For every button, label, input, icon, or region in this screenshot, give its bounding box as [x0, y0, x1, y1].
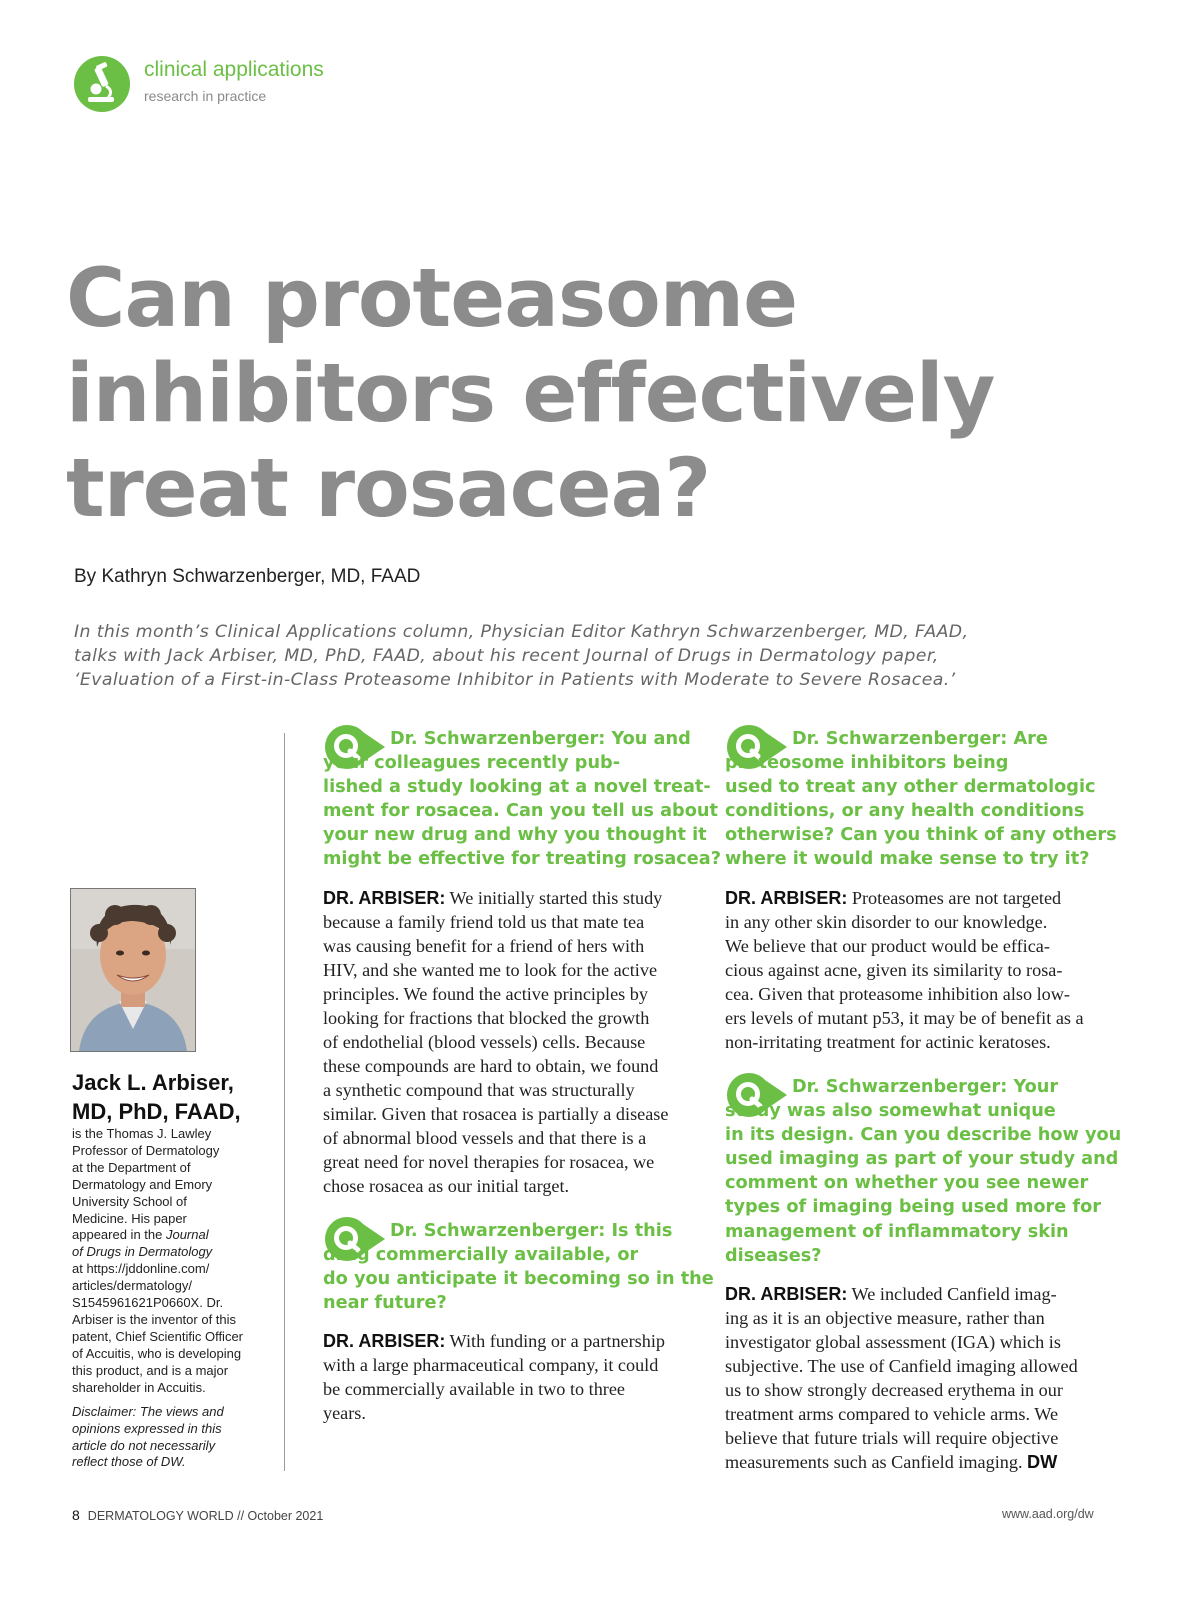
answer-line: with a large pharmaceutical company, it could: [323, 1355, 659, 1375]
answer-line: these compounds are hard to obtain, we found: [323, 1056, 659, 1076]
answer-line: us to show strongly decreased erythema in our: [725, 1380, 1063, 1400]
question-line-start: Is this: [605, 1221, 673, 1241]
page-number: 8: [72, 1507, 80, 1523]
question-speaker: Dr. Schwarzenberger:: [390, 1221, 606, 1241]
question-line-start: Are: [1007, 729, 1048, 749]
answer-line-start: We initially started this study: [445, 888, 663, 908]
answer-line-start: With funding or a partnership: [445, 1331, 666, 1351]
answer-line: chose rosacea as our initial target.: [323, 1176, 570, 1196]
bio-line: patent, Chief Scientific Officer: [72, 1328, 244, 1344]
answer-text: [323, 1329, 665, 1425]
section-subtitle: research in practice: [144, 88, 267, 104]
question-line: management of inflammatory skin: [725, 1221, 1069, 1242]
answer-line: [323, 886, 668, 910]
question-line: near future?: [323, 1293, 447, 1314]
title-line: inhibitors effectively: [66, 347, 995, 441]
answer-line: similar. Given that rosacea is partially a disease: [323, 1104, 669, 1124]
intro-line: talks with Jack Arbiser, MD, PhD, FAAD, about his recent Journal of Drugs in Dermatology paper,: [74, 646, 939, 666]
question-line: your colleagues recently pub-: [323, 753, 621, 774]
article-title: [66, 252, 1146, 537]
answer-line: of abnormal blood vessels and that there is a: [323, 1128, 647, 1148]
bio-line: shareholder in Accuitis.: [72, 1379, 206, 1395]
question-line: [725, 1075, 1121, 1099]
bio-text: [72, 1126, 282, 1397]
bio-name: [72, 1068, 282, 1126]
publication-name: DERMATOLOGY WORLD // October 2021: [87, 1509, 324, 1523]
answer-line: because a family friend told us that mate tea: [323, 912, 645, 932]
answer-line: [725, 886, 1084, 910]
question-line: [323, 727, 721, 751]
answer-line: ers levels of mutant p53, it may be of benefit as a: [725, 1008, 1084, 1028]
bio-line: this product, and is a major: [72, 1362, 229, 1378]
title-line: treat rosacea?: [66, 442, 711, 536]
answer-line: years.: [323, 1403, 366, 1423]
answer-line: believe that future trials will require objective: [725, 1428, 1059, 1448]
question-line: ment for rosacea. Can you tell us about: [323, 801, 718, 822]
answer-line: cea. Given that proteasome inhibition also low-: [725, 984, 1070, 1004]
answer-line: looking for fractions that blocked the growth: [323, 1008, 650, 1028]
answer-line: investigator global assessment (IGA) which is: [725, 1332, 1061, 1352]
question-line: types of imaging being used more for: [725, 1197, 1101, 1218]
answer-line: a synthetic compound that was structurally: [323, 1080, 635, 1100]
answer-line: [323, 1329, 665, 1353]
answer-line: We believe that our product would be effica-: [725, 936, 1050, 956]
question-line-start: You and: [605, 729, 691, 749]
intro-paragraph: [74, 620, 1134, 692]
answer-speaker: DR. ARBISER:: [323, 1331, 446, 1351]
footer-url: www.aad.org/dw: [1002, 1507, 1094, 1521]
question-speaker: Dr. Schwarzenberger:: [792, 1077, 1008, 1097]
question-line: otherwise? Can you think of any others: [725, 825, 1117, 846]
answer-line: in any other skin disorder to our knowledge.: [725, 912, 1048, 932]
question-line: conditions, or any health conditions: [725, 801, 1085, 822]
title-line: Can proteasome: [66, 252, 798, 346]
question-line-start: Your: [1007, 1077, 1059, 1097]
question-line: [725, 727, 1117, 751]
answer-line: be commercially available in two to three: [323, 1379, 625, 1399]
answer-speaker: DR. ARBISER:: [323, 888, 446, 908]
question-line: your new drug and why you thought it: [323, 825, 707, 846]
answer-line: principles. We found the active principles by: [323, 984, 648, 1004]
answer-line-text: measurements such as Canfield imaging.: [725, 1452, 1028, 1472]
microscope-icon: [74, 56, 130, 112]
question-speaker: Dr. Schwarzenberger:: [792, 729, 1008, 749]
question-line: do you anticipate it becoming so in the: [323, 1269, 714, 1290]
question-line: comment on whether you see newer: [725, 1173, 1089, 1194]
answer-line: great need for novel therapies for rosacea, we: [323, 1152, 655, 1172]
question-line: study was also somewhat unique: [725, 1101, 1056, 1122]
journal-name: of Drugs in Dermatology: [72, 1244, 213, 1260]
question-line: diseases?: [725, 1245, 822, 1266]
answer-line: cious against acne, given its similarity to rosa-: [725, 960, 1063, 980]
answer-speaker: DR. ARBISER:: [725, 888, 848, 908]
bio-line: of Accuitis, who is developing: [72, 1345, 242, 1361]
question-line: lished a study looking at a novel treat-: [323, 777, 711, 798]
answer-line: HIV, and she wanted me to look for the active: [323, 960, 658, 980]
bio-line: is the Thomas J. Lawley: [72, 1126, 212, 1141]
answer-line: [725, 1282, 1078, 1306]
question-line: proteosome inhibitors being: [725, 753, 1009, 774]
answer-line: of endothelial (blood vessels) cells. Because: [323, 1032, 646, 1052]
disclaimer: [72, 1404, 282, 1471]
bio-line: Dermatology and Emory: [72, 1176, 213, 1192]
intro-line: In this month’s Clinical Applications column, Physician Editor Kathryn Schwarzenberger, MD, FAAD,: [74, 622, 969, 642]
question-text: [323, 727, 721, 872]
intro-line: ‘Evaluation of a First-in-Class Proteasome Inhibitor in Patients with Moderate to Severe Rosacea.’: [74, 670, 956, 690]
disclaimer-line: article do not necessarily: [72, 1437, 216, 1453]
question-line: where it would make sense to try it?: [725, 849, 1090, 870]
answer-line-start: Proteasomes are not targeted: [847, 888, 1062, 908]
question-text: [725, 1075, 1121, 1268]
question-line: might be effective for treating rosacea?: [323, 849, 721, 870]
answer-line: ing as it is an objective measure, rather than: [725, 1308, 1045, 1328]
author-photo: [70, 888, 196, 1052]
answer-text: [323, 886, 668, 1198]
byline: By Kathryn Schwarzenberger, MD, FAAD: [74, 566, 421, 587]
bio-line: S1545961621P0660X. Dr.: [72, 1295, 224, 1311]
bio-line: Arbiser is the inventor of this: [72, 1311, 237, 1327]
bio-line: articles/dermatology/: [72, 1278, 192, 1294]
disclaimer-line: Disclaimer: The views and: [72, 1404, 224, 1419]
bio-line: University School of: [72, 1193, 187, 1209]
disclaimer-line: opinions expressed in this: [72, 1420, 222, 1436]
question-line: in its design. Can you describe how you: [725, 1125, 1122, 1146]
disclaimer-line: reflect those of DW.: [72, 1454, 186, 1470]
bio-line: Professor of Dermatology: [72, 1142, 220, 1158]
bio-line: [72, 1244, 282, 1261]
answer-line: [725, 1450, 1078, 1474]
answer-text: [725, 886, 1084, 1054]
answer-line: non-irritating treatment for actinic keratoses.: [725, 1032, 1051, 1052]
bio-name-line: MD, PhD, FAAD,: [72, 1099, 241, 1124]
answer-text: [725, 1282, 1078, 1474]
bio-line: at the Department of: [72, 1159, 191, 1175]
question-speaker: Dr. Schwarzenberger:: [390, 729, 606, 749]
end-mark: DW: [1027, 1452, 1058, 1472]
answer-line: was causing benefit for a friend of hers with: [323, 936, 645, 956]
question-line: [323, 1219, 714, 1243]
answer-line: subjective. The use of Canfield imaging allowed: [725, 1356, 1078, 1376]
answer-line-start: We included Canfield imag-: [847, 1284, 1057, 1304]
answer-speaker: DR. ARBISER:: [725, 1284, 848, 1304]
question-line: used to treat any other dermatologic: [725, 777, 1096, 798]
column-divider: [284, 733, 285, 1471]
bio-line: at https://jddonline.com/: [72, 1261, 210, 1277]
bio-name-line: Jack L. Arbiser,: [72, 1070, 234, 1095]
question-line: used imaging as part of your study and: [725, 1149, 1119, 1170]
answer-line: treatment arms compared to vehicle arms. We: [725, 1404, 1059, 1424]
bio-line: Medicine. His paper: [72, 1210, 187, 1226]
journal-word: Journal: [165, 1227, 209, 1243]
question-text: [725, 727, 1117, 872]
footer-left: [72, 1507, 323, 1523]
bio-line: [72, 1227, 282, 1244]
section-title: clinical applications: [144, 58, 324, 81]
bio-line-start: appeared in the: [72, 1227, 166, 1243]
question-line: drug commercially available, or: [323, 1245, 639, 1266]
question-text: [323, 1219, 714, 1315]
